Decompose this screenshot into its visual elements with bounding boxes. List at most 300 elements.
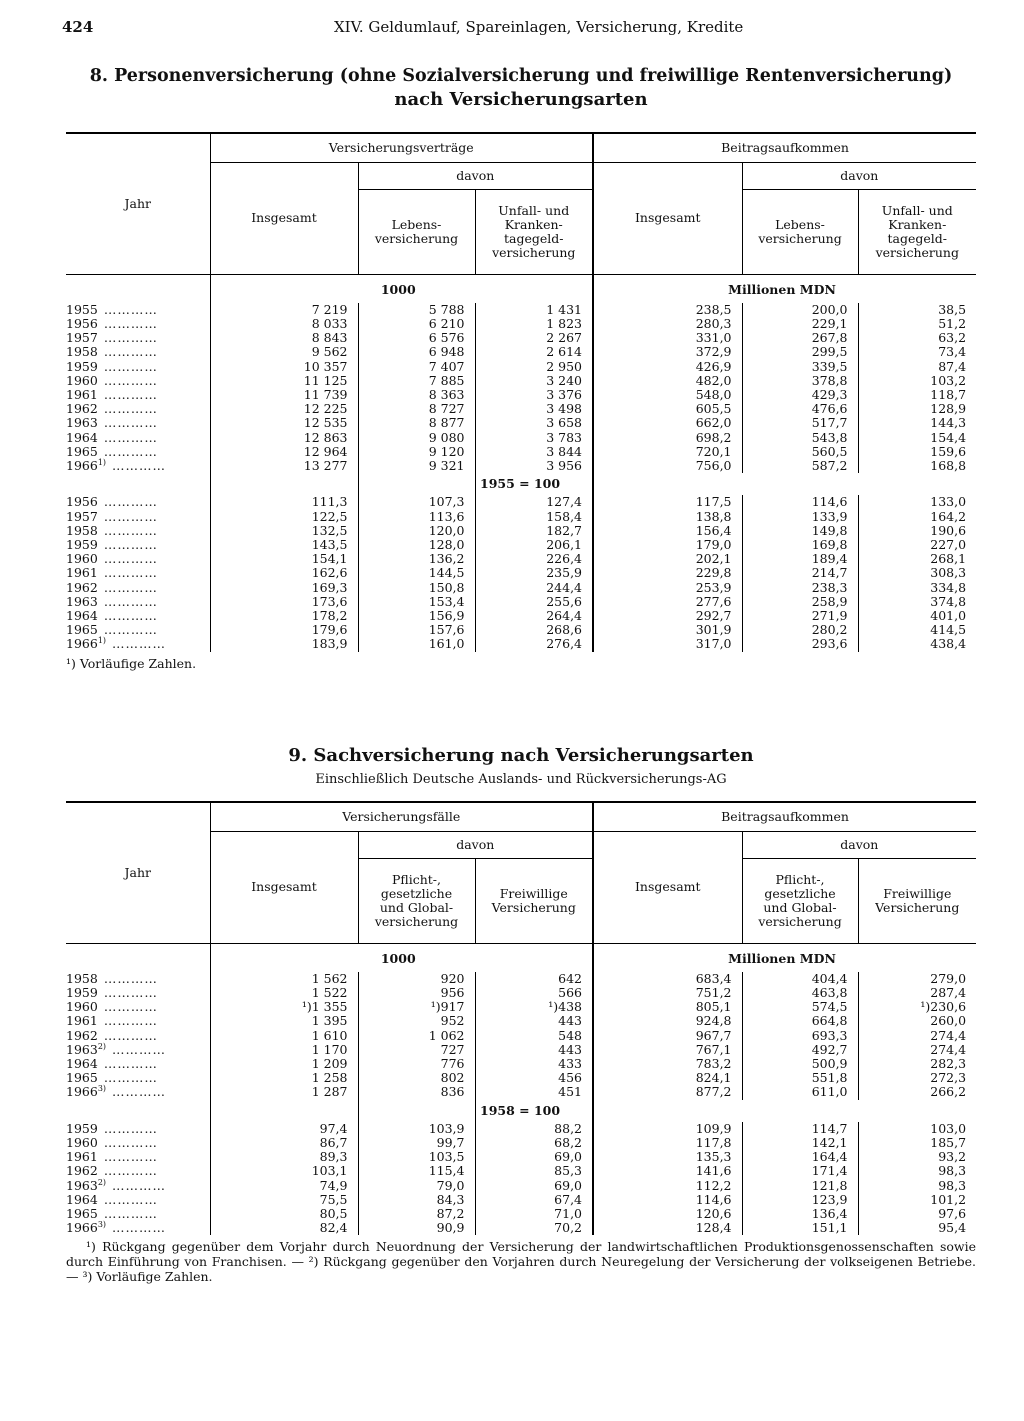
table8-body	[66, 274, 976, 652]
leader-dots: …………	[103, 1149, 158, 1165]
col-pflicht-2: Pflicht-, gesetzliche und Global- versicherung	[742, 859, 858, 943]
year-label: 1962	[66, 1027, 98, 1043]
value-cell: 115,4	[358, 1164, 475, 1178]
year-cell	[66, 566, 210, 580]
value-cell: 135,3	[593, 1150, 742, 1164]
value-cell: 144,5	[358, 566, 475, 580]
unit-right: Millionen MDN	[593, 274, 976, 303]
value-cell: 157,6	[358, 623, 475, 637]
table-row	[66, 566, 976, 580]
year-cell	[66, 374, 210, 388]
value-cell: 7 885	[358, 374, 475, 388]
value-cell: 120,6	[593, 1207, 742, 1221]
leader-dots: …………	[103, 551, 158, 567]
table8-footnote: ¹) Vorläufige Zahlen.	[66, 655, 197, 671]
leader-dots: …………	[103, 536, 158, 552]
value-cell: 317,0	[593, 637, 742, 651]
year-label: 1961	[66, 1013, 98, 1029]
leader-dots: …………	[103, 1070, 158, 1086]
leader-dots: …………	[103, 1205, 158, 1221]
year-cell	[66, 388, 210, 402]
value-cell: 117,8	[593, 1136, 742, 1150]
value-cell: 551,8	[742, 1071, 858, 1085]
value-cell: 1 431	[475, 303, 593, 317]
value-cell: 308,3	[858, 566, 976, 580]
group-beitragsaufkommen: Beitragsaufkommen	[593, 133, 976, 163]
year-cell	[66, 510, 210, 524]
table-row	[66, 1193, 976, 1207]
year-label: 1961	[66, 1149, 98, 1165]
value-cell: 67,4	[475, 1193, 593, 1207]
value-cell: 1 287	[210, 1085, 358, 1099]
col-freiwillige-2: Freiwillige Versicherung	[858, 859, 976, 943]
year-cell	[66, 1136, 210, 1150]
leader-dots: …………	[103, 415, 158, 431]
value-cell: 6 948	[358, 345, 475, 359]
index-base-label: 1955 = 100	[480, 476, 561, 492]
value-cell: 118,7	[858, 388, 976, 402]
value-cell: 238,3	[742, 581, 858, 595]
table8-section	[66, 64, 976, 671]
value-cell: 132,5	[210, 524, 358, 538]
year-cell	[66, 1164, 210, 1178]
col-unfall-2: Unfall- und Kranken- tagegeld- versicherung	[858, 190, 976, 274]
value-cell: 8 877	[358, 416, 475, 430]
value-cell: 463,8	[742, 986, 858, 1000]
col-lebens-2: Lebens- versicherung	[742, 190, 858, 274]
table-row	[66, 538, 976, 552]
value-cell: 683,4	[593, 972, 742, 986]
year-cell	[66, 331, 210, 345]
year-label: 1964	[66, 429, 98, 445]
table8-title-line2: nach Versicherungsarten	[394, 89, 648, 110]
davon-2: davon	[742, 832, 976, 859]
year-cell	[66, 445, 210, 459]
col-jahr: Jahr	[66, 133, 210, 274]
value-cell: 144,3	[858, 416, 976, 430]
value-cell: 9 120	[358, 445, 475, 459]
table9	[66, 801, 976, 1235]
col-insgesamt-1: Insgesamt	[210, 163, 358, 274]
value-cell: 414,5	[858, 623, 976, 637]
group-versicherungsvertraege: Versicherungsverträge	[210, 133, 593, 163]
value-cell: 128,0	[358, 538, 475, 552]
davon-1: davon	[358, 163, 593, 190]
value-cell: 114,7	[742, 1122, 858, 1136]
year-cell	[66, 1043, 210, 1057]
year-label: 1963	[66, 415, 98, 431]
value-cell: 101,2	[858, 1193, 976, 1207]
value-cell: 280,2	[742, 623, 858, 637]
value-cell: 128,4	[593, 1221, 742, 1235]
table-row	[66, 1085, 976, 1099]
value-cell: 202,1	[593, 552, 742, 566]
leader-dots: …………	[103, 494, 158, 510]
table-row	[66, 495, 976, 509]
value-cell: 1 522	[210, 986, 358, 1000]
value-cell: 3 844	[475, 445, 593, 459]
value-cell: 334,8	[858, 581, 976, 595]
leader-dots: …………	[103, 593, 158, 609]
value-cell: 51,2	[858, 317, 976, 331]
value-cell: 10 357	[210, 360, 358, 374]
value-cell: 12 535	[210, 416, 358, 430]
year-cell	[66, 317, 210, 331]
year-cell	[66, 972, 210, 986]
year-label: 1964	[66, 1055, 98, 1071]
value-cell: 698,2	[593, 431, 742, 445]
year-label: 1966	[66, 636, 98, 652]
value-cell: 9 080	[358, 431, 475, 445]
year-label: 1964	[66, 1191, 98, 1207]
value-cell: 8 727	[358, 402, 475, 416]
value-cell: 154,4	[858, 431, 976, 445]
value-cell: 264,4	[475, 609, 593, 623]
col-insgesamt-2: Insgesamt	[593, 832, 742, 943]
value-cell: 122,5	[210, 510, 358, 524]
value-cell: 3 956	[475, 459, 593, 473]
value-cell: 206,1	[475, 538, 593, 552]
value-cell: ¹)917	[358, 1000, 475, 1014]
value-cell: 235,9	[475, 566, 593, 580]
col-unfall-1: Unfall- und Kranken- tagegeld- versicherung	[475, 190, 593, 274]
year-footnote-mark: 2)	[97, 1041, 107, 1051]
value-cell: 611,0	[742, 1085, 858, 1099]
table-row	[66, 445, 976, 459]
value-cell: 227,0	[858, 538, 976, 552]
value-cell: 156,4	[593, 524, 742, 538]
leader-dots: …………	[103, 429, 158, 445]
year-label: 1966	[66, 1084, 98, 1100]
value-cell: 2 614	[475, 345, 593, 359]
value-cell: ¹)1 355	[210, 1000, 358, 1014]
value-cell: 476,6	[742, 402, 858, 416]
value-cell: 443	[475, 1014, 593, 1028]
value-cell: 103,2	[858, 374, 976, 388]
value-cell: 266,2	[858, 1085, 976, 1099]
year-cell	[66, 581, 210, 595]
value-cell: 97,6	[858, 1207, 976, 1221]
value-cell: 183,9	[210, 637, 358, 651]
value-cell: 1 395	[210, 1014, 358, 1028]
year-cell	[66, 303, 210, 317]
value-cell: 200,0	[742, 303, 858, 317]
value-cell: 74,9	[210, 1179, 358, 1193]
value-cell: 75,5	[210, 1193, 358, 1207]
value-cell: 169,3	[210, 581, 358, 595]
value-cell: 282,3	[858, 1057, 976, 1071]
year-label: 1965	[66, 622, 98, 638]
leader-dots: …………	[103, 1013, 158, 1029]
value-cell: 805,1	[593, 1000, 742, 1014]
value-cell: 99,7	[358, 1136, 475, 1150]
value-cell: 9 321	[358, 459, 475, 473]
value-cell: 952	[358, 1014, 475, 1028]
value-cell: 136,4	[742, 1207, 858, 1221]
year-cell	[66, 609, 210, 623]
index-base-row	[66, 1100, 976, 1122]
year-cell	[66, 1221, 210, 1235]
value-cell: 404,4	[742, 972, 858, 986]
value-cell: 109,9	[593, 1122, 742, 1136]
leader-dots: …………	[103, 970, 158, 986]
value-cell: 331,0	[593, 331, 742, 345]
value-cell: 280,3	[593, 317, 742, 331]
value-cell: 114,6	[742, 495, 858, 509]
value-cell: 73,4	[858, 345, 976, 359]
value-cell: 292,7	[593, 609, 742, 623]
value-cell: 120,0	[358, 524, 475, 538]
value-cell: 121,8	[742, 1179, 858, 1193]
year-label: 1965	[66, 1070, 98, 1086]
value-cell: 107,3	[358, 495, 475, 509]
value-cell: 279,0	[858, 972, 976, 986]
value-cell: 560,5	[742, 445, 858, 459]
year-footnote-mark: 3)	[97, 1084, 107, 1094]
table8-title-line1: 8. Personenversicherung (ohne Sozialversicherung und freiwillige Rentenversicherung)	[89, 66, 953, 86]
value-cell: 190,6	[858, 524, 976, 538]
table-row	[66, 1207, 976, 1221]
value-cell: 82,4	[210, 1221, 358, 1235]
leader-dots: …………	[112, 1177, 167, 1193]
value-cell: 7 219	[210, 303, 358, 317]
value-cell: 1 610	[210, 1029, 358, 1043]
year-cell	[66, 1179, 210, 1193]
table9-subtitle: Einschließlich Deutsche Auslands- und Rückversicherungs-AG	[315, 772, 727, 787]
value-cell: 8 033	[210, 317, 358, 331]
table-row	[66, 402, 976, 416]
year-footnote-mark: 1)	[97, 457, 107, 467]
value-cell: 149,8	[742, 524, 858, 538]
value-cell: 13 277	[210, 459, 358, 473]
year-cell	[66, 637, 210, 651]
value-cell: 920	[358, 972, 475, 986]
value-cell: 90,9	[358, 1221, 475, 1235]
value-cell: 3 240	[475, 374, 593, 388]
year-label: 1962	[66, 579, 98, 595]
value-cell: 1 062	[358, 1029, 475, 1043]
value-cell: 6 210	[358, 317, 475, 331]
value-cell: 1 258	[210, 1071, 358, 1085]
value-cell: 63,2	[858, 331, 976, 345]
value-cell: 88,2	[475, 1122, 593, 1136]
leader-dots: …………	[103, 984, 158, 1000]
value-cell: 244,4	[475, 581, 593, 595]
table-row	[66, 1136, 976, 1150]
value-cell: 751,2	[593, 986, 742, 1000]
table8	[66, 132, 976, 652]
value-cell: 3 376	[475, 388, 593, 402]
value-cell: 767,1	[593, 1043, 742, 1057]
table-row	[66, 1057, 976, 1071]
value-cell: 451	[475, 1085, 593, 1099]
value-cell: 548,0	[593, 388, 742, 402]
leader-dots: …………	[103, 1120, 158, 1136]
table-row	[66, 1014, 976, 1028]
value-cell: 169,8	[742, 538, 858, 552]
value-cell: 171,4	[742, 1164, 858, 1178]
value-cell: 114,6	[593, 1193, 742, 1207]
year-label: 1959	[66, 536, 98, 552]
value-cell: 693,3	[742, 1029, 858, 1043]
leader-dots: …………	[103, 1027, 158, 1043]
table-row	[66, 1164, 976, 1178]
value-cell: 80,5	[210, 1207, 358, 1221]
leader-dots: …………	[103, 401, 158, 417]
value-cell: 185,7	[858, 1136, 976, 1150]
value-cell: 111,3	[210, 495, 358, 509]
year-label: 1957	[66, 508, 98, 524]
value-cell: 71,0	[475, 1207, 593, 1221]
year-cell	[66, 1000, 210, 1014]
value-cell: 143,5	[210, 538, 358, 552]
value-cell: 642	[475, 972, 593, 986]
value-cell: 426,9	[593, 360, 742, 374]
value-cell: 8 363	[358, 388, 475, 402]
value-cell: ¹)230,6	[858, 1000, 976, 1014]
year-label: 1960	[66, 999, 98, 1015]
value-cell: 802	[358, 1071, 475, 1085]
value-cell: 8 843	[210, 331, 358, 345]
year-cell	[66, 595, 210, 609]
value-cell: 214,7	[742, 566, 858, 580]
leader-dots: …………	[112, 1041, 167, 1057]
value-cell: 12 225	[210, 402, 358, 416]
value-cell: 2 267	[475, 331, 593, 345]
value-cell: 277,6	[593, 595, 742, 609]
year-label: 1959	[66, 1120, 98, 1136]
year-cell	[66, 1057, 210, 1071]
value-cell: 12 863	[210, 431, 358, 445]
value-cell: 178,2	[210, 609, 358, 623]
year-cell	[66, 1014, 210, 1028]
value-cell: 443	[475, 1043, 593, 1057]
value-cell: 164,4	[742, 1150, 858, 1164]
leader-dots: …………	[103, 301, 158, 317]
value-cell: 3 498	[475, 402, 593, 416]
unit-right: Millionen MDN	[593, 943, 976, 972]
value-cell: 372,9	[593, 345, 742, 359]
value-cell: 492,7	[742, 1043, 858, 1057]
table-row	[66, 303, 976, 317]
year-label: 1962	[66, 1163, 98, 1179]
value-cell: 274,4	[858, 1029, 976, 1043]
year-label: 1960	[66, 372, 98, 388]
table-row	[66, 623, 976, 637]
value-cell: 162,6	[210, 566, 358, 580]
value-cell: 877,2	[593, 1085, 742, 1099]
col-insgesamt-1: Insgesamt	[210, 832, 358, 943]
leader-dots: …………	[103, 372, 158, 388]
value-cell: 456	[475, 1071, 593, 1085]
year-cell	[66, 1122, 210, 1136]
year-footnote-mark: 1)	[97, 636, 107, 646]
value-cell: 133,0	[858, 495, 976, 509]
year-label: 1958	[66, 522, 98, 538]
year-label: 1958	[66, 344, 98, 360]
value-cell: 574,5	[742, 1000, 858, 1014]
page-number: 424	[62, 18, 94, 36]
value-cell: 6 576	[358, 331, 475, 345]
value-cell: 69,0	[475, 1179, 593, 1193]
group-versicherungsfaelle: Versicherungsfälle	[210, 802, 593, 832]
leader-dots: …………	[103, 386, 158, 402]
year-label: 1957	[66, 330, 98, 346]
col-lebens-1: Lebens- versicherung	[358, 190, 475, 274]
table9-body	[66, 943, 976, 1235]
value-cell: 97,4	[210, 1122, 358, 1136]
index-base-row	[66, 473, 976, 495]
year-cell	[66, 552, 210, 566]
year-label: 1966	[66, 1220, 98, 1236]
year-cell	[66, 416, 210, 430]
year-cell	[66, 459, 210, 473]
value-cell: 89,3	[210, 1150, 358, 1164]
leader-dots: …………	[112, 1084, 167, 1100]
table-row	[66, 986, 976, 1000]
year-label: 1959	[66, 358, 98, 374]
leader-dots: …………	[103, 330, 158, 346]
value-cell: 276,4	[475, 637, 593, 651]
value-cell: ¹)438	[475, 1000, 593, 1014]
value-cell: 756,0	[593, 459, 742, 473]
year-cell	[66, 402, 210, 416]
value-cell: 374,8	[858, 595, 976, 609]
table-row	[66, 552, 976, 566]
davon-1: davon	[358, 832, 593, 859]
davon-2: davon	[742, 163, 976, 190]
value-cell: 482,0	[593, 374, 742, 388]
value-cell: 253,9	[593, 581, 742, 595]
value-cell: 179,0	[593, 538, 742, 552]
value-cell: 517,7	[742, 416, 858, 430]
table-row	[66, 1043, 976, 1057]
value-cell: 836	[358, 1085, 475, 1099]
value-cell: 138,8	[593, 510, 742, 524]
year-cell	[66, 1029, 210, 1043]
value-cell: 11 739	[210, 388, 358, 402]
value-cell: 161,0	[358, 637, 475, 651]
value-cell: 156,9	[358, 609, 475, 623]
value-cell: 164,2	[858, 510, 976, 524]
table9-footnote: ¹) Rückgang gegenüber dem Vorjahr durch Neuordnung der Versicherung der landwirtschaftlichen Produktionsgenossenschaften sowie durch Einführung von Franchisen. — ²) Rückgang gegenüber den Vorjahren durch Neuregelung der Versicherung der volkseigenen Betriebe. — ³) Vorläufige Zahlen.	[66, 1239, 976, 1285]
year-cell	[66, 538, 210, 552]
table-row	[66, 595, 976, 609]
year-cell	[66, 1085, 210, 1099]
leader-dots: …………	[103, 999, 158, 1015]
leader-dots: …………	[103, 522, 158, 538]
value-cell: 238,5	[593, 303, 742, 317]
value-cell: 605,5	[593, 402, 742, 416]
table-row	[66, 609, 976, 623]
value-cell: 7 407	[358, 360, 475, 374]
value-cell: 173,6	[210, 595, 358, 609]
group-beitragsaufkommen: Beitragsaufkommen	[593, 802, 976, 832]
value-cell: 3 783	[475, 431, 593, 445]
value-cell: 299,5	[742, 345, 858, 359]
leader-dots: …………	[103, 607, 158, 623]
value-cell: 85,3	[475, 1164, 593, 1178]
year-label: 1962	[66, 401, 98, 417]
value-cell: 255,6	[475, 595, 593, 609]
value-cell: 69,0	[475, 1150, 593, 1164]
table-row	[66, 388, 976, 402]
value-cell: 87,2	[358, 1207, 475, 1221]
value-cell: 776	[358, 1057, 475, 1071]
table-row	[66, 331, 976, 345]
value-cell: 260,0	[858, 1014, 976, 1028]
table9-section	[66, 744, 976, 1284]
